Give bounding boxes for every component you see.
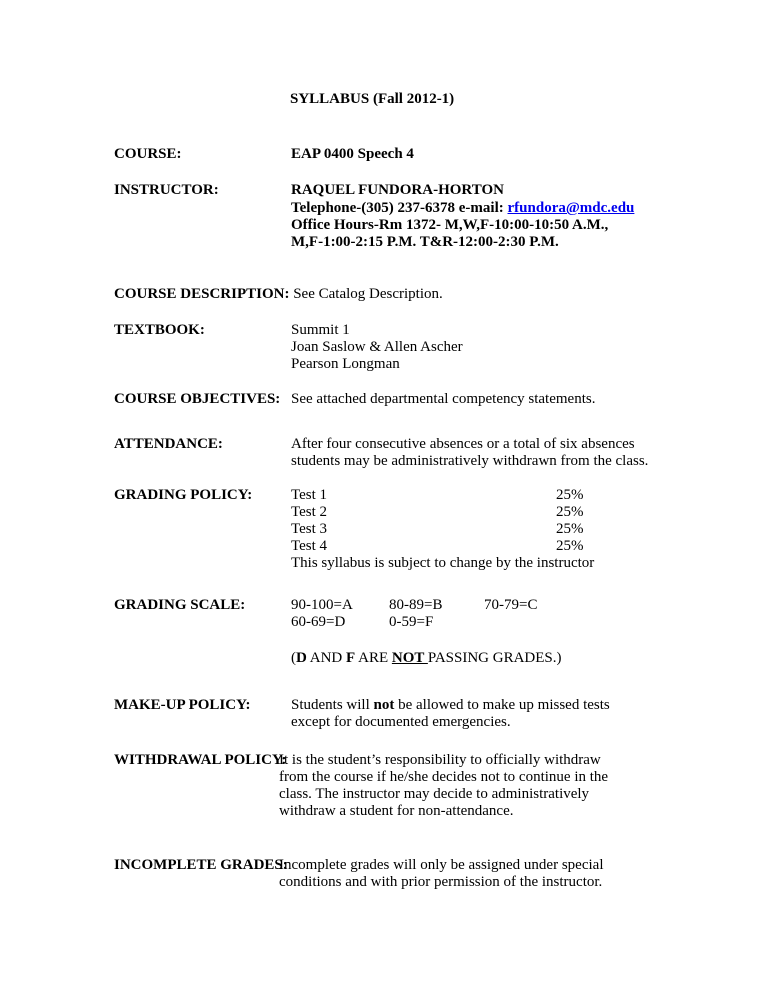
withdrawal-policy-label: WITHDRAWAL POLICY: bbox=[114, 752, 287, 768]
incomplete-line: conditions and with prior permission of the instructor. bbox=[279, 874, 603, 890]
withdrawal-line: It is the student’s responsibility to officially withdraw bbox=[279, 752, 601, 768]
grading-item-weight: 25% bbox=[556, 538, 584, 554]
passing-grades-note bbox=[291, 650, 562, 667]
attendance-label: ATTENDANCE: bbox=[114, 436, 223, 452]
textbook-label: TEXTBOOK: bbox=[114, 322, 205, 338]
course-objectives-label: COURSE OBJECTIVES: bbox=[114, 391, 281, 407]
grading-item-weight: 25% bbox=[556, 504, 584, 520]
grade-d: 60-69=D bbox=[291, 614, 346, 630]
attendance-line2: students may be administratively withdrawn from the class. bbox=[291, 453, 649, 469]
grade-b: 80-89=B bbox=[389, 597, 443, 613]
course-label: COURSE: bbox=[114, 146, 182, 162]
office-hours-line1: Office Hours-Rm 1372- M,W,F-10:00-10:50 A.M., bbox=[291, 217, 609, 233]
textbook-authors: Joan Saslow & Allen Ascher bbox=[291, 339, 463, 355]
makeup-not: not bbox=[373, 697, 395, 713]
email-link[interactable]: rfundora@mdc.edu bbox=[507, 200, 635, 216]
instructor-label: INSTRUCTOR: bbox=[114, 182, 219, 198]
grade-f: 0-59=F bbox=[389, 614, 434, 630]
makeup-pre: Students will bbox=[291, 697, 374, 713]
attendance-line1: After four consecutive absences or a total of six absences bbox=[291, 436, 635, 452]
page-title: SYLLABUS (Fall 2012-1) bbox=[290, 91, 455, 107]
note-d: D bbox=[296, 650, 307, 666]
telephone-text: Telephone-(305) 237-6378 e-mail: bbox=[291, 200, 508, 216]
withdrawal-line: from the course if he/she decides not to continue in the bbox=[279, 769, 609, 785]
grading-item-name: Test 1 bbox=[291, 487, 328, 503]
grading-item-name: Test 3 bbox=[291, 521, 328, 537]
instructor-name: RAQUEL FUNDORA-HORTON bbox=[291, 182, 504, 198]
office-hours-line2: M,F-1:00-2:15 P.M. T&R-12:00-2:30 P.M. bbox=[291, 234, 559, 250]
grading-policy-label: GRADING POLICY: bbox=[114, 487, 253, 503]
textbook-title: Summit 1 bbox=[291, 322, 350, 338]
course-description-row bbox=[114, 286, 443, 303]
grading-item-name: Test 2 bbox=[291, 504, 328, 520]
note-end: PASSING GRADES.) bbox=[427, 650, 562, 666]
note-open: ( bbox=[291, 650, 296, 666]
makeup-policy-line2: except for documented emergencies. bbox=[291, 714, 511, 730]
grading-scale-label: GRADING SCALE: bbox=[114, 597, 246, 613]
makeup-policy-label: MAKE-UP POLICY: bbox=[114, 697, 251, 713]
makeup-post: be allowed to make up missed tests bbox=[394, 697, 610, 713]
course-objectives-value: See attached departmental competency statements. bbox=[291, 391, 596, 407]
course-value: EAP 0400 Speech 4 bbox=[291, 146, 414, 162]
instructor-contact bbox=[291, 200, 634, 217]
note-not: NOT bbox=[391, 650, 428, 666]
grading-item-name: Test 4 bbox=[291, 538, 328, 554]
grade-a: 90-100=A bbox=[291, 597, 353, 613]
withdrawal-line: withdraw a student for non-attendance. bbox=[279, 803, 514, 819]
incomplete-line: Incomplete grades will only be assigned under special bbox=[279, 857, 604, 873]
course-description-label: COURSE DESCRIPTION: bbox=[114, 286, 290, 302]
makeup-policy-line1 bbox=[291, 697, 610, 714]
note-are: ARE bbox=[355, 650, 392, 666]
grade-c: 70-79=C bbox=[484, 597, 538, 613]
note-f: F bbox=[346, 650, 356, 666]
note-and: AND bbox=[306, 650, 347, 666]
withdrawal-line: class. The instructor may decide to administratively bbox=[279, 786, 590, 802]
grading-policy-note: This syllabus is subject to change by the instructor bbox=[291, 555, 595, 571]
grading-item-weight: 25% bbox=[556, 487, 584, 503]
textbook-publisher: Pearson Longman bbox=[291, 356, 400, 372]
incomplete-grades-label: INCOMPLETE GRADES: bbox=[114, 857, 288, 873]
grading-item-weight: 25% bbox=[556, 521, 584, 537]
course-description-value: See Catalog Description. bbox=[293, 286, 443, 302]
